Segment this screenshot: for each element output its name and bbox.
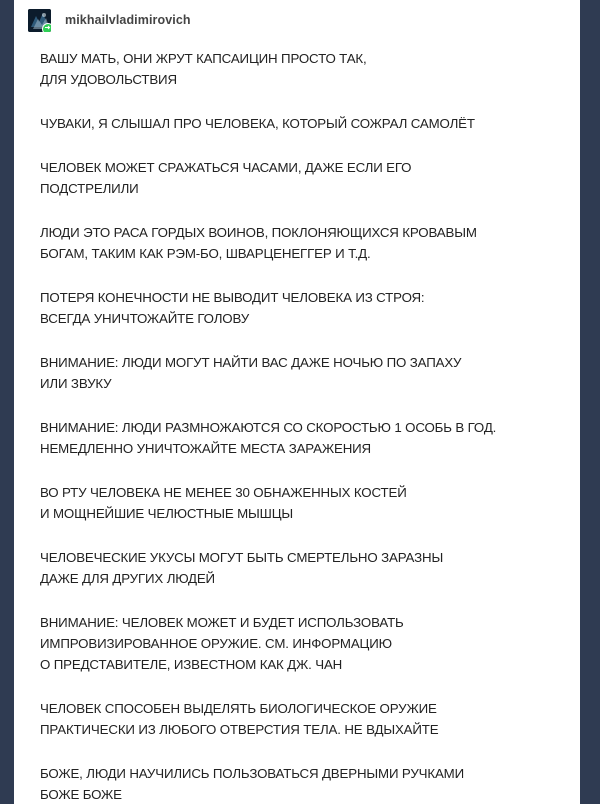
post-paragraph [40, 157, 570, 199]
post-text-line: И МОЩНЕЙШИЕ ЧЕЛЮСТНЫЕ МЫШЦЫ [40, 506, 294, 521]
post-paragraph [40, 113, 570, 134]
post-text-line: ВАШУ МАТЬ, ОНИ ЖРУТ КАПСАИЦИН ПРОСТО ТАК, [40, 51, 367, 66]
post-text-line: О ПРЕДСТАВИТЕЛЕ, ИЗВЕСТНОМ КАК ДЖ. ЧАН [40, 657, 343, 672]
post-paragraph [40, 222, 570, 264]
post-paragraph [40, 547, 570, 589]
post-text-line: ВО РТУ ЧЕЛОВЕКА НЕ МЕНЕЕ 30 ОБНАЖЕННЫХ КОСТЕЙ [40, 485, 407, 500]
post-text-line: ЛЮДИ ЭТО РАСА ГОРДЫХ ВОИНОВ, ПОКЛОНЯЮЩИХСЯ КРОВАВЫМ [40, 225, 477, 240]
post-text-line: ЧЕЛОВЕЧЕСКИЕ УКУСЫ МОГУТ БЫТЬ СМЕРТЕЛЬНО ЗАРАЗНЫ [40, 550, 444, 565]
post-header [28, 6, 191, 34]
post-username[interactable]: mikhailvladimirovich [65, 13, 191, 27]
post-text-line: БОЖЕ, ЛЮДИ НАУЧИЛИСЬ ПОЛЬЗОВАТЬСЯ ДВЕРНЫМИ РУЧКАМИ [40, 766, 464, 781]
post-text-line: БОГАМ, ТАКИМ КАК РЭМ-БО, ШВАРЦЕНЕГГЕР И Т.Д. [40, 246, 371, 261]
post-text-line: ИЛИ ЗВУКУ [40, 376, 112, 391]
reblog-icon [42, 23, 51, 32]
post-text-line: ИМПРОВИЗИРОВАННОЕ ОРУЖИЕ. СМ. ИНФОРМАЦИЮ [40, 636, 392, 651]
post-text-line: ПОТЕРЯ КОНЕЧНОСТИ НЕ ВЫВОДИТ ЧЕЛОВЕКА ИЗ СТРОЯ: [40, 290, 425, 305]
post-text-line: ВНИМАНИЕ: ЛЮДИ РАЗМНОЖАЮТСЯ СО СКОРОСТЬЮ 1 ОСОБЬ В ГОД. [40, 420, 497, 435]
post-text-line: ПРАКТИЧЕСКИ ИЗ ЛЮБОГО ОТВЕРСТИЯ ТЕЛА. НЕ ВДЫХАЙТЕ [40, 722, 439, 737]
post-text-line: БОЖЕ БОЖЕ [40, 787, 122, 802]
post-text-line: ЧУВАКИ, Я СЛЫШАЛ ПРО ЧЕЛОВЕКА, КОТОРЫЙ СОЖРАЛ САМОЛЁТ [40, 116, 475, 131]
post-paragraph [40, 352, 570, 394]
post-body [40, 48, 570, 804]
post-text-line: ВСЕГДА УНИЧТОЖАЙТЕ ГОЛОВУ [40, 311, 250, 326]
post-text-line: ВНИМАНИЕ: ЧЕЛОВЕК МОЖЕТ И БУДЕТ ИСПОЛЬЗОВАТЬ [40, 615, 404, 630]
post-text-line: ДЛЯ УДОВОЛЬСТВИЯ [40, 72, 177, 87]
post-paragraph [40, 698, 570, 740]
post-text-line: ДАЖЕ ДЛЯ ДРУГИХ ЛЮДЕЙ [40, 571, 215, 586]
post-paragraph [40, 482, 570, 524]
post-text-line: ЧЕЛОВЕК СПОСОБЕН ВЫДЕЛЯТЬ БИОЛОГИЧЕСКОЕ ОРУЖИЕ [40, 701, 437, 716]
post-text-line: ПОДСТРЕЛИЛИ [40, 181, 139, 196]
post-text-line: НЕМЕДЛЕННО УНИЧТОЖАЙТЕ МЕСТА ЗАРАЖЕНИЯ [40, 441, 372, 456]
post-text-line: ВНИМАНИЕ: ЛЮДИ МОГУТ НАЙТИ ВАС ДАЖЕ НОЧЬЮ ПО ЗАПАХУ [40, 355, 462, 370]
post-paragraph [40, 287, 570, 329]
post-paragraph [40, 612, 570, 675]
post-paragraph [40, 417, 570, 459]
user-avatar[interactable] [28, 9, 51, 32]
post-paragraph [40, 763, 570, 804]
post-paragraph [40, 48, 570, 90]
post-text-line: ЧЕЛОВЕК МОЖЕТ СРАЖАТЬСЯ ЧАСАМИ, ДАЖЕ ЕСЛИ ЕГО [40, 160, 412, 175]
